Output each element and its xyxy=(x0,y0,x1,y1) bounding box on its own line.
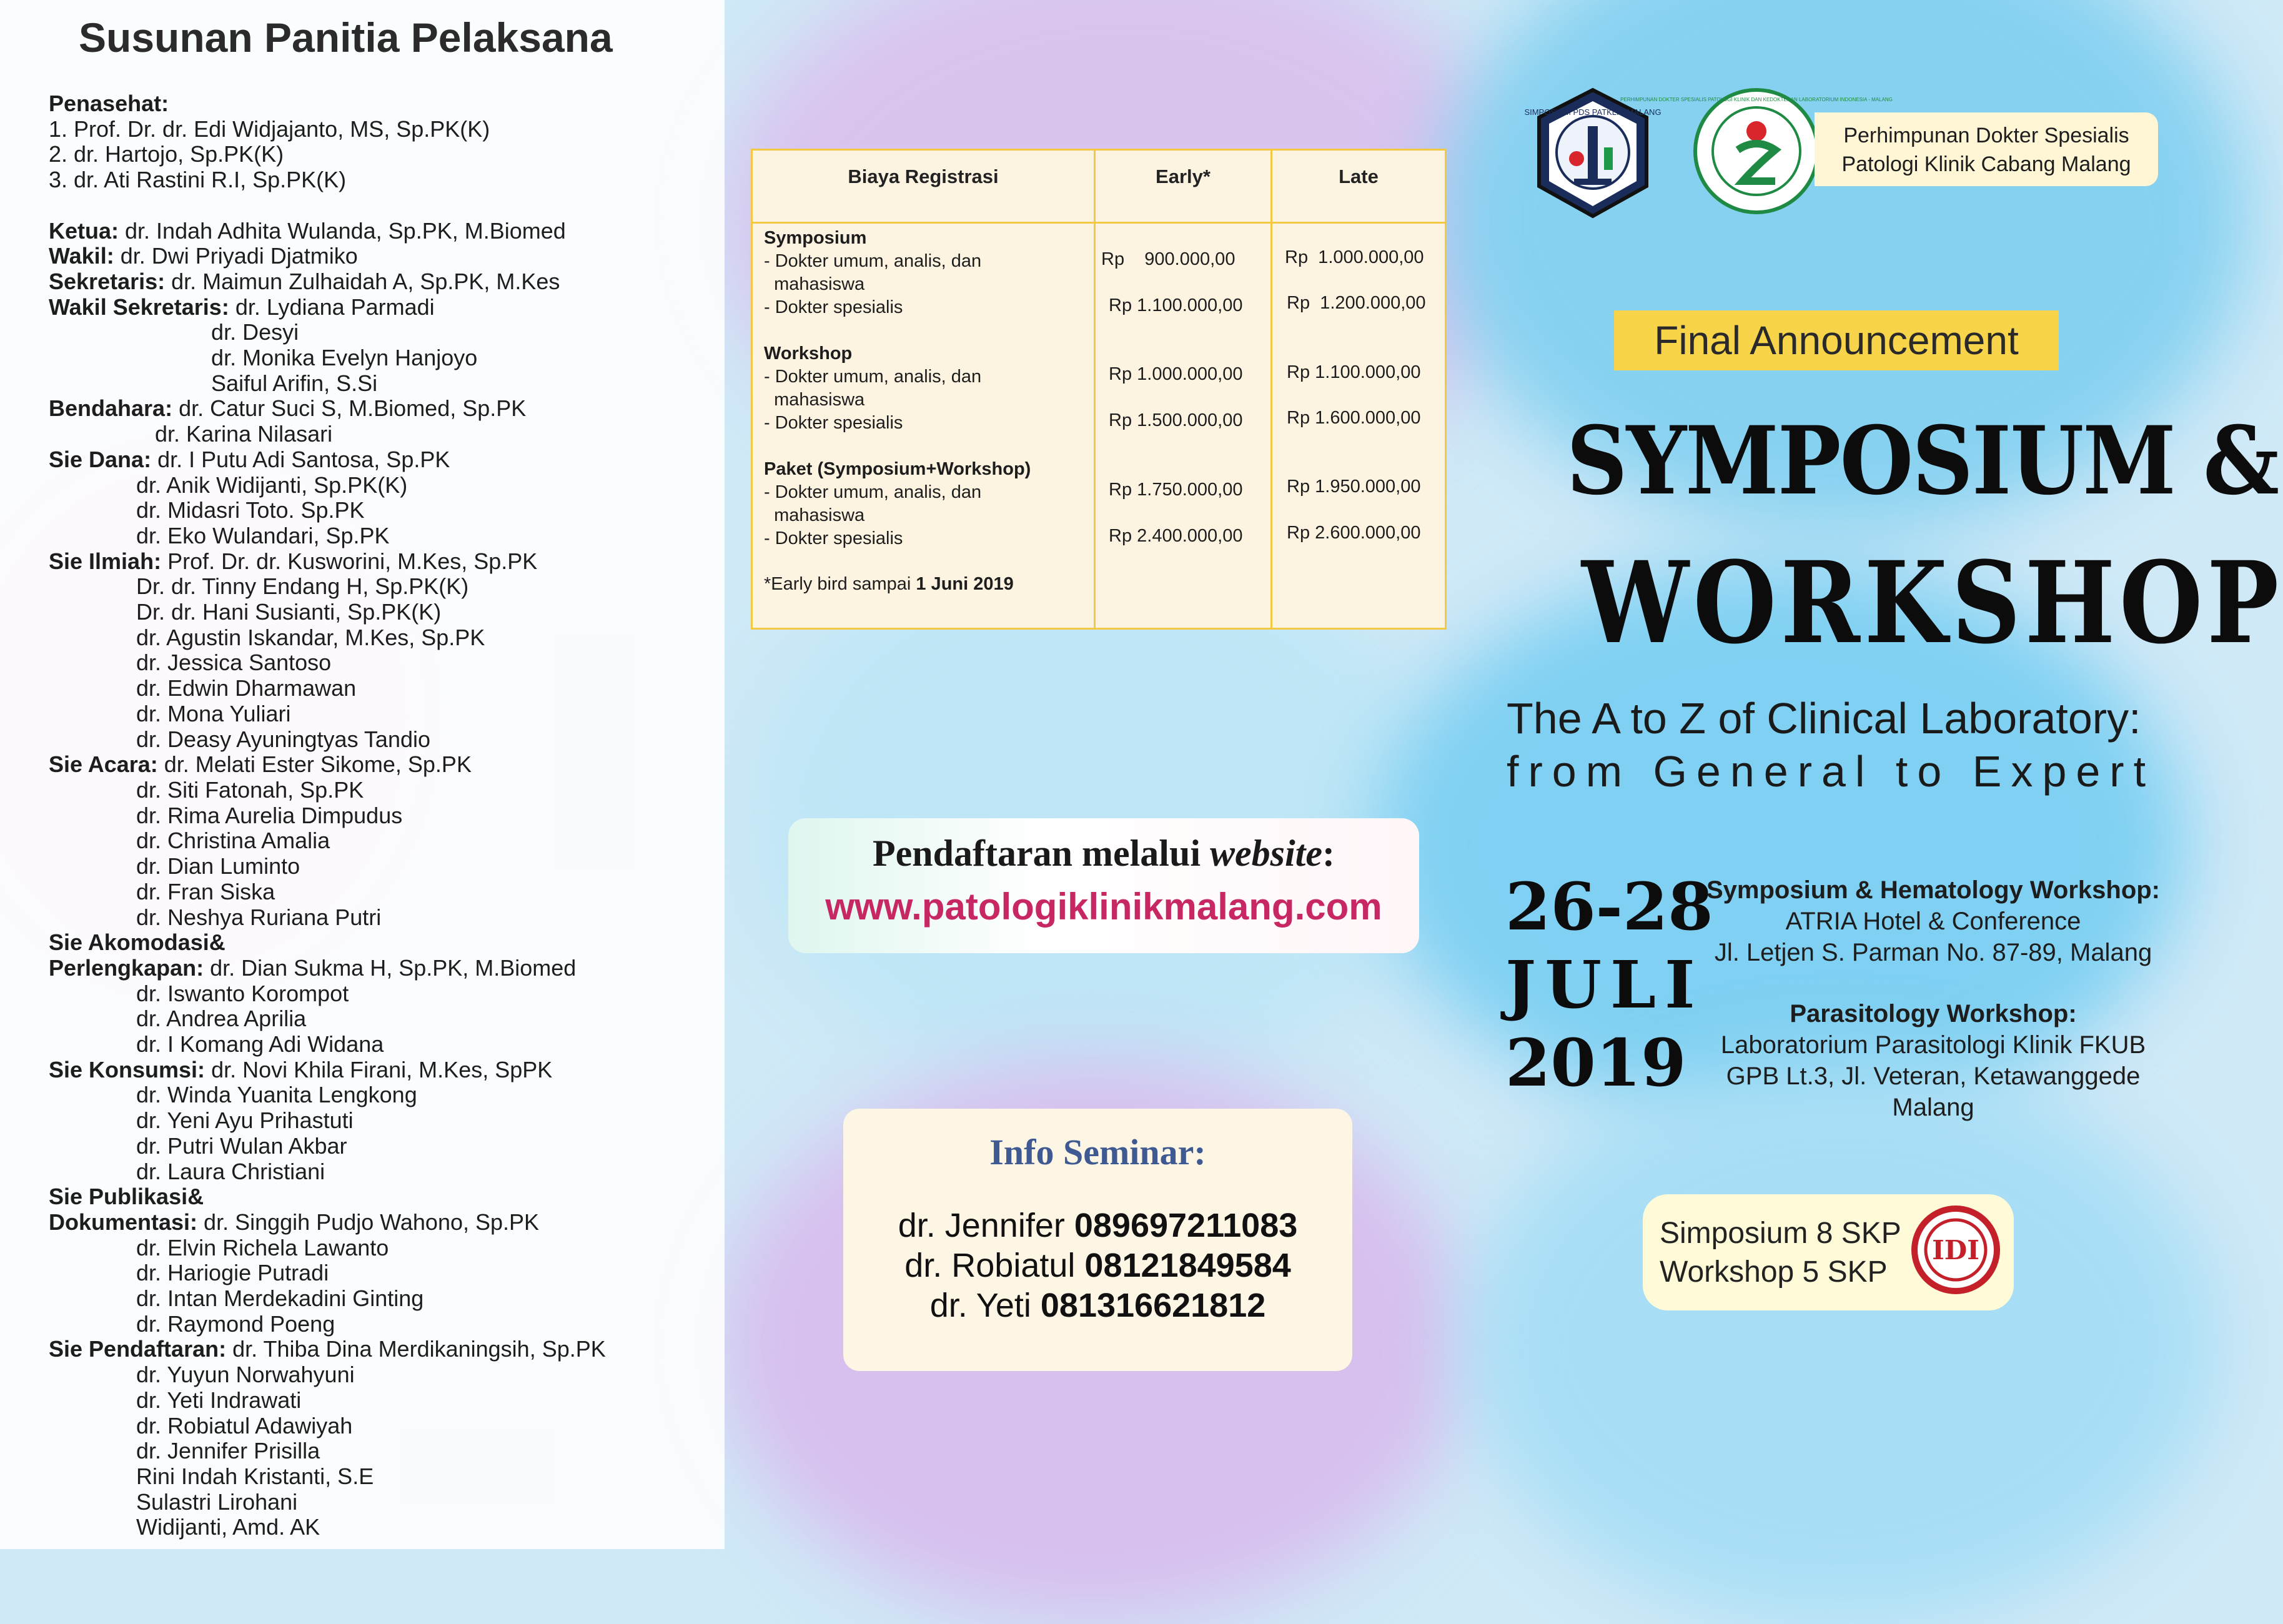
committee-panel xyxy=(0,0,725,1549)
committee-line: dr. Elvin Richela Lawanto xyxy=(49,1234,389,1260)
committee-list xyxy=(49,91,725,1540)
committee-line: dr. Yeni Ayu Prihastuti xyxy=(49,1107,354,1134)
registration-fee-table xyxy=(751,149,1447,630)
committee-line: dr. Fran Siska xyxy=(49,878,275,904)
committee-line: dr. Deasy Ayuningtyas Tandio xyxy=(49,726,431,752)
skp-workshop: Workshop 5 SKP xyxy=(1660,1255,1888,1289)
committee-line: dr. Midasri Toto. Sp.PK xyxy=(49,497,365,523)
committee-line: dr. Anik Widijanti, Sp.PK(K) xyxy=(49,472,408,498)
committee-line: Penasehat: xyxy=(49,91,169,116)
fee-early: Rp 900.000,00 xyxy=(1101,249,1236,269)
committee-line: Sie Publikasi& xyxy=(49,1184,204,1210)
venue-symposium: Symposium & Hematology Workshop: ATRIA Hotel & Conference Jl. Letjen S. Parman No. 87-89, Malang xyxy=(1706,876,2160,966)
fee-late: Rp 1.100.000,00 xyxy=(1287,362,1421,382)
committee-line: dr. Yuyun Norwahyuni xyxy=(49,1362,355,1388)
fee-early: Rp 2.400.000,00 xyxy=(1109,526,1243,546)
committee-line: dr. Mona Yuliari xyxy=(49,700,291,726)
svg-text:SIMPOSIUM PDS PATKLIN MALANG: SIMPOSIUM PDS PATKLIN MALANG xyxy=(1524,107,1661,117)
committee-line: dr. Yeti Indrawati xyxy=(49,1387,302,1413)
fee-early: Rp 1.750.000,00 xyxy=(1109,480,1243,500)
committee-line: Bendahara: dr. Catur Suci S, M.Biomed, Sp.PK xyxy=(49,395,527,422)
committee-line: dr. Dian Luminto xyxy=(49,853,300,879)
symposium-logo xyxy=(1524,87,1661,219)
header-biaya: Biaya Registrasi xyxy=(848,166,999,187)
committee-line: Sie Dana: dr. I Putu Adi Santosa, Sp.PK xyxy=(49,446,450,472)
header-late: Late xyxy=(1339,166,1379,187)
committee-line: 1. Prof. Dr. dr. Edi Widjajanto, MS, Sp.PK(K) xyxy=(49,116,490,142)
table-divider xyxy=(753,222,1445,224)
committee-line: Wakil Sekretaris: dr. Lydiana Parmadi xyxy=(49,294,435,320)
idi-logo xyxy=(1911,1206,2000,1294)
header-early: Early* xyxy=(1156,166,1211,187)
committee-line: dr. Iswanto Korompot xyxy=(49,980,349,1006)
event-subtitle-line2: from General to Expert xyxy=(1507,747,2156,796)
fee-late: Rp 1.200.000,00 xyxy=(1287,293,1426,313)
committee-line: Ketua: dr. Indah Adhita Wulanda, Sp.PK, M.Biomed xyxy=(49,217,566,244)
committee-line: Sie Akomodasi& xyxy=(49,929,225,956)
committee-line: dr. Hariogie Putradi xyxy=(49,1260,329,1286)
committee-line: dr. Monika Evelyn Hanjoyo xyxy=(49,345,478,371)
committee-line: dr. Putri Wulan Akbar xyxy=(49,1132,347,1159)
committee-line: dr. Laura Christiani xyxy=(49,1158,325,1184)
skp-symposium: Simposium 8 SKP xyxy=(1660,1217,1901,1250)
final-announcement-banner: Final Announcement xyxy=(1614,310,2059,370)
event-date-year: 2019 xyxy=(1505,1024,1686,1101)
venue-parasitology: Parasitology Workshop: Laboratorium Parasitologi Klinik FKUB GPB Lt.3, Jl. Veteran, Ketawanggede Malang xyxy=(1720,1000,2146,1121)
committee-line: dr. Robiatul Adawiyah xyxy=(49,1412,353,1438)
committee-line: dr. Eko Wulandari, Sp.PK xyxy=(49,522,390,548)
fee-late: Rp 1.950.000,00 xyxy=(1287,477,1421,497)
event-title-line1: SYMPOSIUM & xyxy=(1567,406,2279,516)
committee-line: dr. Agustin Iskandar, M.Kes, Sp.PK xyxy=(49,624,485,650)
fee-early: Rp 1.000.000,00 xyxy=(1109,364,1243,384)
committee-line: Rini Indah Kristanti, S.E xyxy=(49,1463,374,1489)
committee-line: Dokumentasi: dr. Singgih Pudjo Wahono, Sp.PK xyxy=(49,1209,540,1235)
committee-line: Sie Konsumsi: dr. Novi Khila Firani, M.Kes, SpPK xyxy=(49,1056,553,1082)
fee-label: - Dokter umum, analis, dan mahasiswa xyxy=(764,251,982,294)
committee-line: dr. Jennifer Prisilla xyxy=(49,1438,320,1464)
committee-line: Dr. dr. Hani Susianti, Sp.PK(K) xyxy=(49,599,442,625)
event-date-days: 26-28 xyxy=(1505,868,1713,945)
committee-line: Wakil: dr. Dwi Priyadi Djatmiko xyxy=(49,243,358,269)
pds-patklin-logo xyxy=(1620,87,1893,215)
fee-late: Rp 1.000.000,00 xyxy=(1285,247,1424,267)
fee-late: Rp 2.600.000,00 xyxy=(1287,523,1421,543)
registration-box xyxy=(788,818,1419,953)
committee-line: dr. Andrea Aprilia xyxy=(49,1006,307,1032)
committee-line: Sulastri Lirohani xyxy=(49,1488,298,1515)
fee-early: Rp 1.500.000,00 xyxy=(1109,410,1243,430)
fee-label: - Dokter umum, analis, dan mahasiswa xyxy=(764,482,982,525)
committee-line: dr. Jessica Santoso xyxy=(49,650,332,676)
committee-line: dr. Karina Nilasari xyxy=(49,421,333,447)
committee-line: Widijanti, Amd. AK xyxy=(49,1514,320,1540)
committee-line: Perlengkapan: dr. Dian Sukma H, Sp.PK, M.Biomed xyxy=(49,954,577,981)
registration-text: Pendaftaran melalui website: xyxy=(873,833,1335,874)
contact-line: dr. Jennifer 089697211083 xyxy=(898,1207,1298,1244)
group-name: Workshop xyxy=(764,344,853,364)
svg-text:PERHIMPUNAN DOKTER SPESIALIS P: PERHIMPUNAN DOKTER SPESIALIS PATOLOGI KLINIK DAN KEDOKTERAN LABORATORIUM INDONESIA - MALANG xyxy=(1620,97,1893,102)
fee-label: - Dokter umum, analis, dan mahasiswa xyxy=(764,367,982,410)
committee-line: dr. I Komang Adi Widana xyxy=(49,1031,384,1057)
committee-line xyxy=(49,193,725,219)
committee-line: Saiful Arifin, S.Si xyxy=(49,370,378,396)
committee-line: dr. Intan Merdekadini Ginting xyxy=(49,1285,424,1312)
group-name: Paket (Symposium+Workshop) xyxy=(764,459,1031,479)
fee-late: Rp 1.600.000,00 xyxy=(1287,408,1421,428)
registration-url[interactable]: www.patologiklinikmalang.com xyxy=(825,886,1382,928)
committee-line: dr. Desyi xyxy=(49,319,299,345)
committee-line: dr. Winda Yuanita Lengkong xyxy=(49,1082,417,1108)
contact-line: dr. Yeti 081316621812 xyxy=(929,1287,1266,1324)
fee-label: - Dokter spesialis xyxy=(764,413,903,433)
fee-early: Rp 1.100.000,00 xyxy=(1109,295,1243,315)
committee-line: 3. dr. Ati Rastini R.I, Sp.PK(K) xyxy=(49,167,347,193)
event-subtitle-line1: The A to Z of Clinical Laboratory: xyxy=(1507,694,2141,743)
committee-line: dr. Edwin Dharmawan xyxy=(49,675,357,701)
event-title-line2: WORKSHOP xyxy=(1582,537,2283,669)
committee-line: Sie Ilmiah: Prof. Dr. dr. Kusworini, M.Kes, Sp.PK xyxy=(49,548,538,574)
fee-label: - Dokter spesialis xyxy=(764,297,903,317)
svg-text:IDI: IDI xyxy=(1932,1235,1979,1265)
committee-line: dr. Raymond Poeng xyxy=(49,1310,335,1337)
fee-label: - Dokter spesialis xyxy=(764,528,903,548)
committee-line: dr. Neshya Ruriana Putri xyxy=(49,904,382,930)
early-bird-note: *Early bird sampai 1 Juni 2019 xyxy=(764,574,1014,594)
group-name: Symposium xyxy=(764,228,867,248)
committee-line: Sie Acara: dr. Melati Ester Sikome, Sp.PK xyxy=(49,751,472,778)
event-date-month: JULI xyxy=(1505,946,1704,1023)
committee-line: dr. Siti Fatonah, Sp.PK xyxy=(49,776,364,803)
info-seminar-box xyxy=(843,1109,1352,1371)
committee-line: Sie Pendaftaran: dr. Thiba Dina Merdikaningsih, Sp.PK xyxy=(49,1336,606,1362)
committee-line: Dr. dr. Tinny Endang H, Sp.PK(K) xyxy=(49,573,469,600)
committee-line: dr. Rima Aurelia Dimpudus xyxy=(49,802,403,828)
contact-line: dr. Robiatul 08121849584 xyxy=(904,1247,1291,1284)
committee-title: Susunan Panitia Pelaksana xyxy=(79,14,613,61)
committee-line: 2. dr. Hartojo, Sp.PK(K) xyxy=(49,141,284,167)
organization-name: Perhimpunan Dokter Spesialis Patologi Klinik Cabang Malang xyxy=(1815,112,2158,186)
info-title: Info Seminar: xyxy=(989,1132,1206,1172)
committee-line: dr. Christina Amalia xyxy=(49,828,330,854)
committee-line: Sekretaris: dr. Maimun Zulhaidah A, Sp.PK, M.Kes xyxy=(49,268,560,294)
